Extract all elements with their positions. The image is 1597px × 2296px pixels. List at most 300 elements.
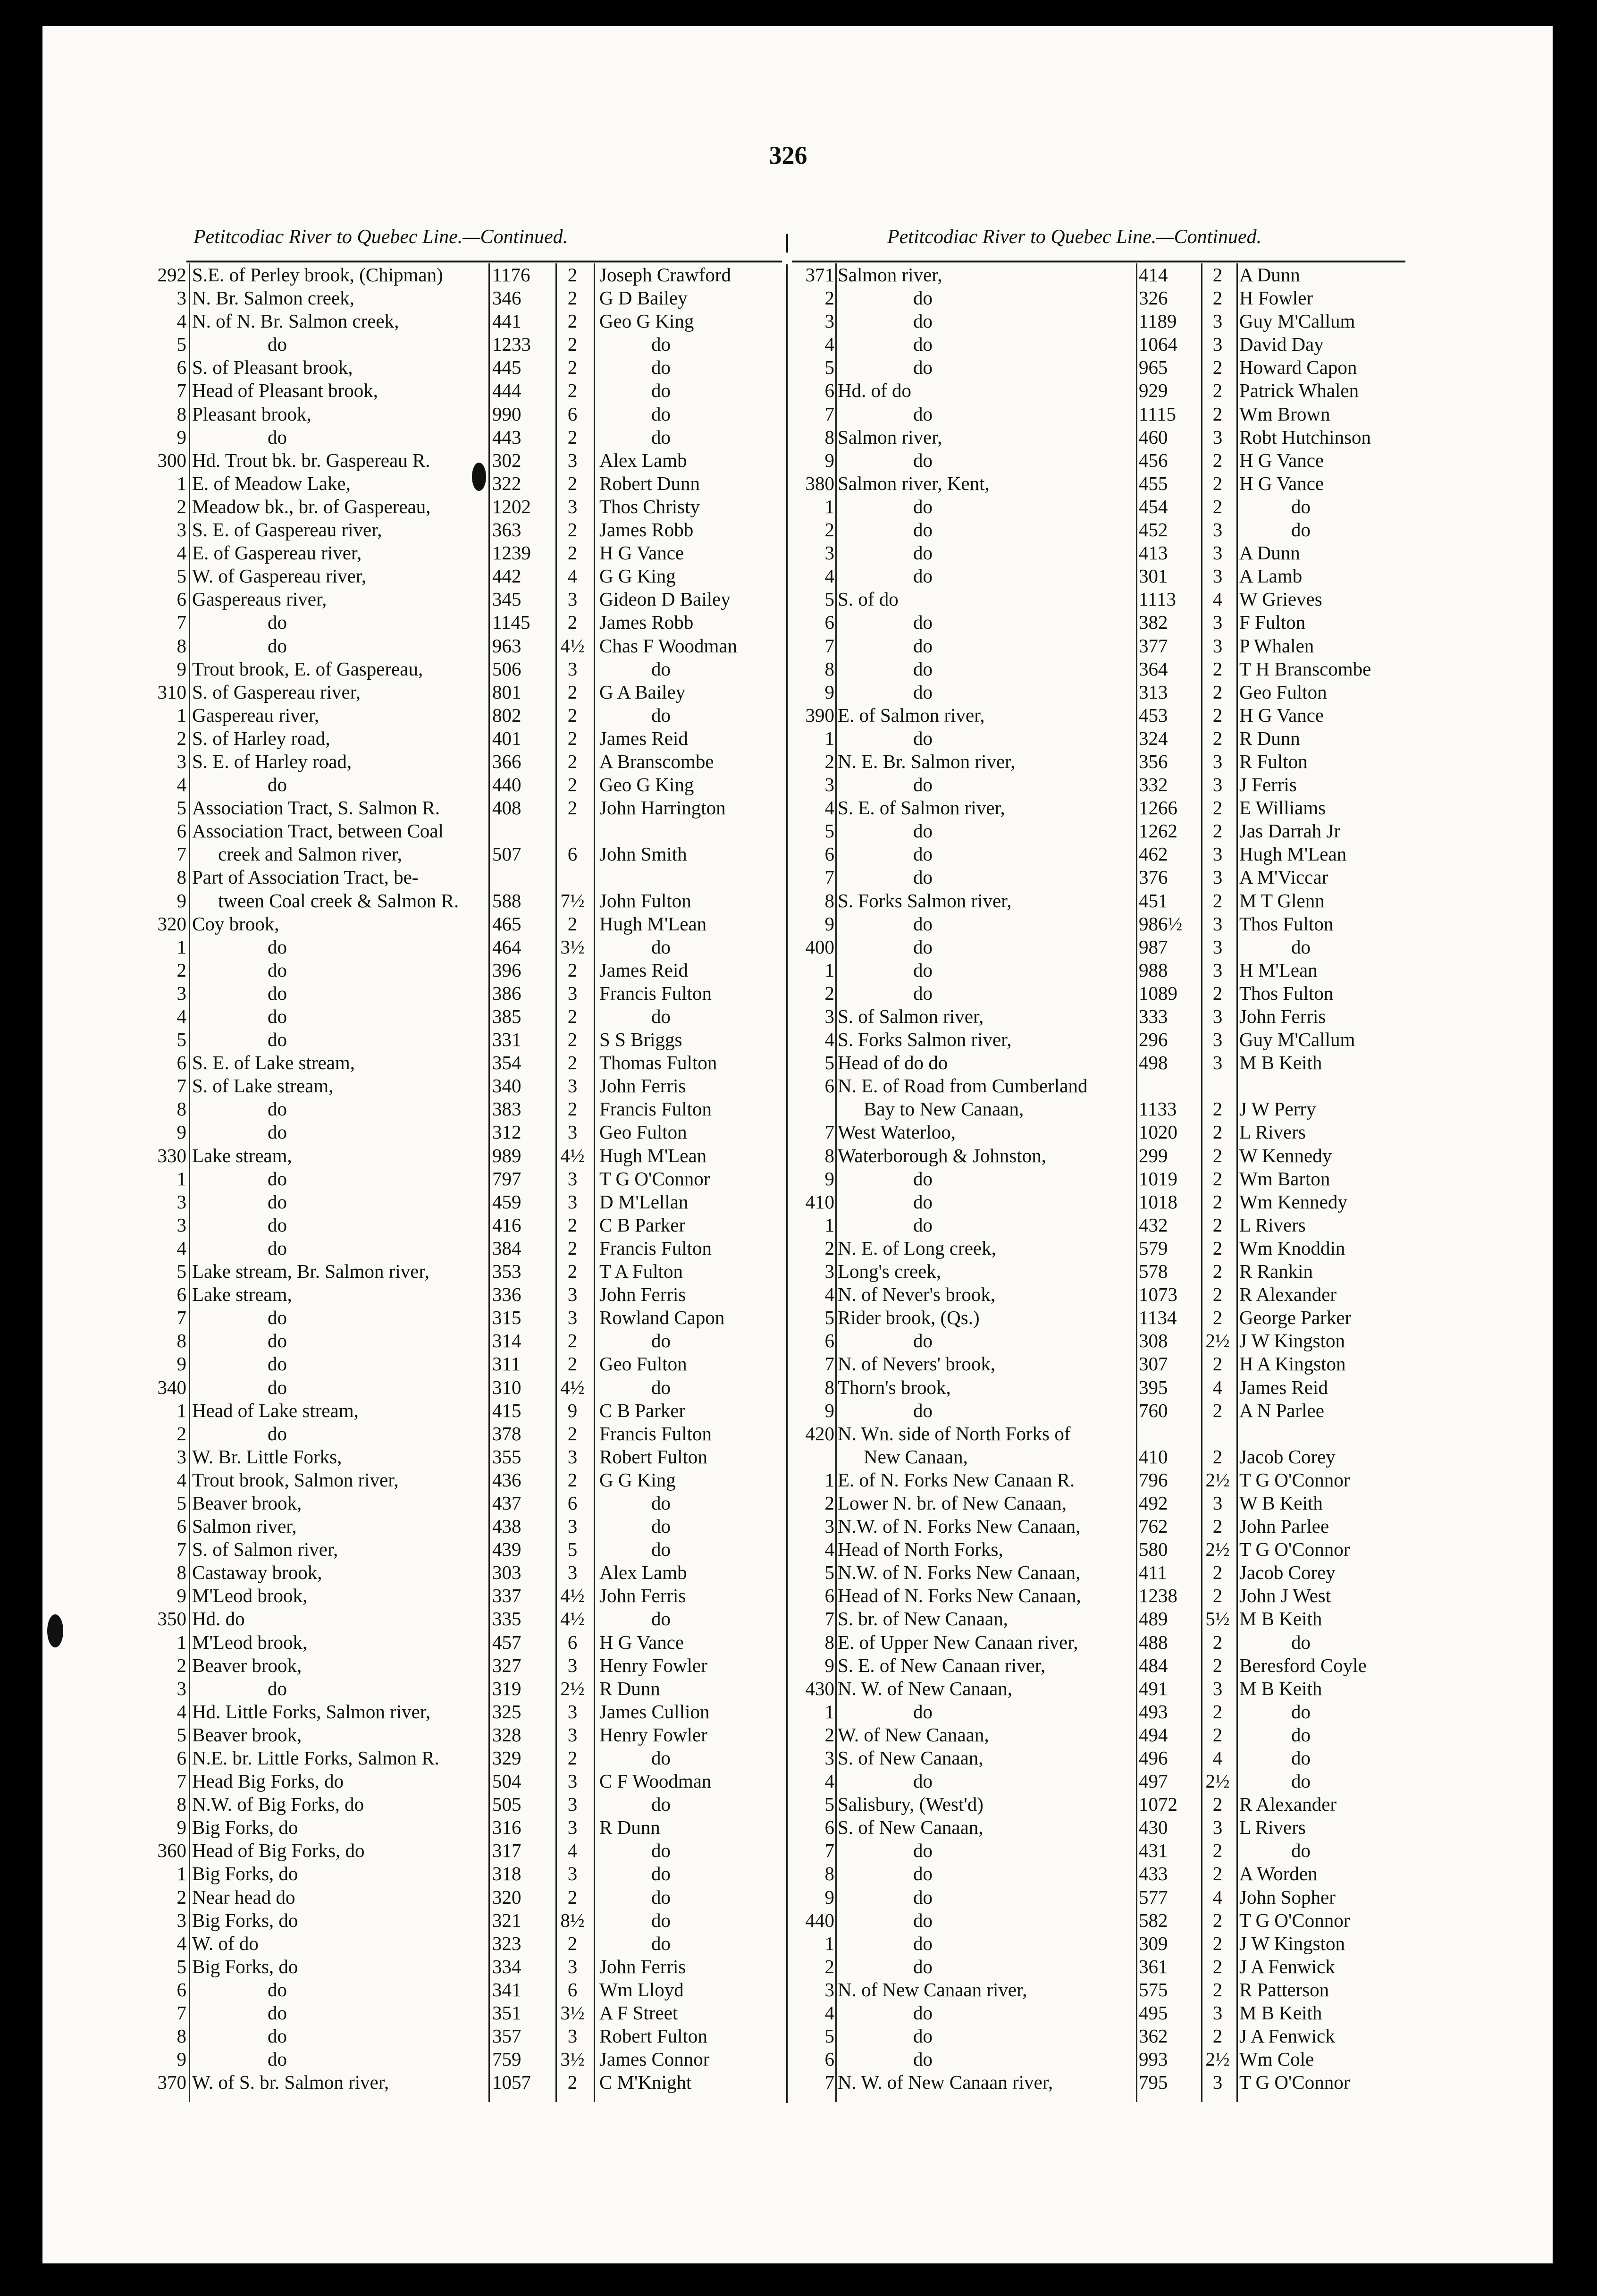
lot-class: 3 — [567, 982, 578, 1004]
lot-number: 2 — [177, 1886, 186, 1908]
lot-number: 4 — [177, 1005, 186, 1027]
lot-grantee: Robt Hutchinson — [1239, 426, 1371, 448]
lot-grantee: C F Woodman — [599, 1770, 712, 1792]
lot-number: 9 — [177, 1353, 186, 1375]
lot-grantee: Francis Fulton — [599, 1098, 712, 1120]
lot-class: 2 — [567, 287, 578, 309]
lot-description: S. E. of Gaspereau river, — [192, 519, 382, 541]
lot-number: 4 — [177, 1469, 186, 1491]
right-column-header: Petitcodiac River to Quebec Line.—Continued. — [887, 226, 1262, 248]
lot-acres: 759 — [492, 2048, 521, 2070]
lot-number: 3 — [177, 1909, 186, 1931]
lot-grantee: Francis Fulton — [599, 1237, 712, 1259]
lot-grantee: M B Keith — [1239, 1052, 1322, 1074]
lot-acres: 437 — [492, 1492, 521, 1514]
lot-description: Head of N. Forks New Canaan, — [838, 1585, 1081, 1607]
lot-class: 3 — [1212, 1029, 1223, 1051]
lot-acres: 332 — [1139, 774, 1168, 796]
lot-number: 5 — [824, 1562, 834, 1584]
lot-class: 2 — [1212, 681, 1223, 703]
lot-description: Head of Big Forks, do — [192, 1840, 365, 1862]
lot-acres: 410 — [1139, 1445, 1168, 1468]
lot-number: 8 — [177, 1562, 186, 1584]
lot-grantee: Thomas Fulton — [599, 1052, 717, 1074]
lot-description: do — [913, 658, 933, 680]
lot-number: 390 — [805, 704, 834, 726]
lot-grantee: M B Keith — [1239, 1608, 1322, 1630]
lot-description: do — [913, 1886, 933, 1908]
lot-number: 4 — [824, 2002, 834, 2024]
lot-acres: 929 — [1139, 380, 1168, 402]
lot-grantee: Hugh M'Lean — [599, 912, 707, 935]
lot-grantee: David Day — [1239, 333, 1324, 355]
lot-class: 3 — [1212, 519, 1223, 541]
lot-description: S.E. of Perley brook, (Chipman) — [192, 264, 443, 286]
lot-number: 400 — [805, 936, 834, 958]
lot-number: 370 — [157, 2071, 186, 2093]
lot-acres: 438 — [492, 1515, 521, 1537]
lot-class: 4 — [1212, 1886, 1223, 1908]
lot-description: N.W. of Big Forks, do — [192, 1793, 364, 1815]
lot-number: 1 — [824, 1700, 834, 1722]
lot-class: 2 — [567, 519, 578, 541]
lot-grantee: do — [651, 333, 671, 355]
lot-grantee: T G O'Connor — [1239, 1469, 1350, 1491]
lot-class: 2 — [567, 380, 578, 402]
lot-number: 6 — [824, 1330, 834, 1352]
lot-acres: 495 — [1139, 2002, 1168, 2024]
lot-description: do — [268, 1167, 287, 1190]
lot-class: 2 — [1212, 1700, 1223, 1722]
lot-acres: 459 — [492, 1190, 521, 1213]
lot-number: 8 — [177, 1098, 186, 1120]
lot-acres: 451 — [1139, 889, 1168, 912]
lot-grantee: Geo Fulton — [1239, 681, 1327, 703]
lot-acres: 315 — [492, 1307, 521, 1329]
lot-grantee: Francis Fulton — [599, 982, 712, 1004]
lot-grantee: do — [1291, 1770, 1311, 1792]
lot-acres: 989 — [492, 1144, 521, 1166]
lot-acres: 432 — [1139, 1214, 1168, 1236]
lot-description: W. of Gaspereau river, — [192, 565, 367, 587]
lot-class: 3 — [1212, 1816, 1223, 1839]
lot-number: 2 — [824, 519, 834, 541]
lot-grantee: do — [651, 1608, 671, 1630]
lot-class: 4½ — [560, 634, 585, 657]
lot-class: 2 — [1212, 472, 1223, 494]
lot-grantee: do — [651, 426, 671, 448]
lot-description: N.W. of N. Forks New Canaan, — [838, 1515, 1081, 1537]
lot-description: do — [268, 1307, 287, 1329]
lot-description: S. E. of New Canaan river, — [838, 1654, 1046, 1676]
lot-class: 2 — [1212, 1214, 1223, 1236]
lot-acres: 299 — [1139, 1144, 1168, 1166]
lot-number: 8 — [824, 426, 834, 448]
lot-acres: 1019 — [1139, 1167, 1177, 1190]
lot-class: 2 — [1212, 658, 1223, 680]
lot-grantee: L Rivers — [1239, 1214, 1306, 1236]
lot-description: E. of Salmon river, — [838, 704, 985, 726]
lot-class: 2 — [1212, 1909, 1223, 1931]
lot-description: do — [268, 1677, 287, 1699]
lot-acres: 506 — [492, 658, 521, 680]
lot-acres: 357 — [492, 2025, 521, 2047]
lot-class: 2 — [1212, 889, 1223, 912]
lot-acres: 491 — [1139, 1677, 1168, 1699]
lot-number: 3 — [824, 1515, 834, 1537]
lot-number: 6 — [177, 1283, 186, 1306]
lot-class: 2 — [567, 1886, 578, 1908]
lot-class: 3 — [567, 1562, 578, 1584]
lot-number: 5 — [824, 1307, 834, 1329]
lot-description: do — [913, 1770, 933, 1792]
lot-class: 2 — [567, 1005, 578, 1027]
lot-grantee: T A Fulton — [599, 1260, 683, 1283]
lot-number: 2 — [177, 959, 186, 981]
lot-description: Part of Association Tract, be- — [192, 866, 419, 888]
lot-number: 4 — [824, 565, 834, 587]
lot-grantee: J W Kingston — [1239, 1330, 1345, 1352]
lot-acres: 356 — [1139, 750, 1168, 772]
lot-acres: 452 — [1139, 519, 1168, 541]
lot-class: 2 — [567, 611, 578, 633]
lot-description: N. Br. Salmon creek, — [192, 287, 354, 309]
lot-class: 3 — [567, 1770, 578, 1792]
lot-class: 4½ — [560, 1376, 585, 1398]
lot-grantee: A F Street — [599, 2002, 678, 2024]
lot-acres: 431 — [1139, 1840, 1168, 1862]
lot-class: 2 — [567, 681, 578, 703]
lot-description: Hd. do — [192, 1608, 245, 1630]
lot-description: S. Forks Salmon river, — [838, 1029, 1012, 1051]
lot-number: 1 — [177, 936, 186, 958]
lot-acres: 361 — [1139, 1955, 1168, 1977]
lot-description: do — [913, 866, 933, 888]
lot-acres: 345 — [492, 588, 521, 610]
lot-number: 360 — [157, 1840, 186, 1862]
lot-description: N. of N. Br. Salmon creek, — [192, 310, 399, 332]
lot-number: 1 — [177, 472, 186, 494]
lot-grantee: C M'Knight — [599, 2071, 692, 2093]
lot-class: 2½ — [1205, 2048, 1230, 2070]
lot-description: do — [913, 843, 933, 865]
lot-description: Big Forks, do — [192, 1816, 298, 1839]
lot-class: 2½ — [560, 1677, 585, 1699]
lot-class: 2 — [1212, 264, 1223, 286]
lot-acres: 444 — [492, 380, 521, 402]
lot-number: 3 — [824, 1260, 834, 1283]
lot-number: 5 — [824, 820, 834, 842]
lot-number: 8 — [177, 634, 186, 657]
lot-description: do — [268, 426, 287, 448]
lot-number: 1 — [177, 1167, 186, 1190]
lot-class: 2 — [567, 774, 578, 796]
lot-class: 3 — [1212, 634, 1223, 657]
lot-acres: 325 — [492, 1700, 521, 1722]
lot-description: N. E. Br. Salmon river, — [838, 750, 1016, 772]
lot-grantee: E Williams — [1239, 797, 1326, 819]
lot-acres: 436 — [492, 1469, 521, 1491]
lot-class: 3 — [1212, 2002, 1223, 2024]
lot-acres: 384 — [492, 1237, 521, 1259]
lot-grantee: Geo G King — [599, 310, 694, 332]
lot-acres: 351 — [492, 2002, 521, 2024]
lot-class: 2 — [567, 356, 578, 379]
lot-description: S. of Pleasant brook, — [192, 356, 353, 379]
lot-description: E. of Meadow Lake, — [192, 472, 351, 494]
lot-grantee: C B Parker — [599, 1399, 686, 1421]
lot-class: 3 — [567, 1955, 578, 1977]
lot-number: 7 — [177, 1307, 186, 1329]
lot-description: Trout brook, Salmon river, — [192, 1469, 399, 1491]
lot-description: W. of S. br. Salmon river, — [192, 2071, 389, 2093]
lot-description: do — [268, 1422, 287, 1444]
lot-grantee: Rowland Capon — [599, 1307, 725, 1329]
lot-grantee: Hugh M'Lean — [599, 1144, 707, 1166]
lot-acres: 582 — [1139, 1909, 1168, 1931]
lot-description: S. of Harley road, — [192, 727, 330, 749]
lot-description: N.E. br. Little Forks, Salmon R. — [192, 1747, 439, 1769]
lot-number: 6 — [177, 356, 186, 379]
lot-acres: 415 — [492, 1399, 521, 1421]
lot-description: New Canaan, — [864, 1445, 968, 1468]
lot-description: S. E. of Lake stream, — [192, 1052, 355, 1074]
lot-acres: 319 — [492, 1677, 521, 1699]
lot-number: 2 — [824, 1723, 834, 1746]
lot-description: Bay to New Canaan, — [864, 1098, 1024, 1120]
lot-acres: 362 — [1139, 2025, 1168, 2047]
lot-class: 2 — [1212, 704, 1223, 726]
lot-acres: 505 — [492, 1793, 521, 1815]
lot-number: 1 — [177, 704, 186, 726]
lot-grantee: do — [651, 1005, 671, 1027]
lot-class: 2 — [1212, 380, 1223, 402]
lot-description: do — [268, 333, 287, 355]
lot-description: S. of Salmon river, — [838, 1005, 984, 1027]
lot-number: 330 — [157, 1144, 186, 1166]
lot-class: 2 — [567, 1747, 578, 1769]
lot-acres: 454 — [1139, 495, 1168, 517]
lot-number: 2 — [824, 982, 834, 1004]
lot-grantee: do — [651, 1330, 671, 1352]
lot-class: 2 — [567, 912, 578, 935]
lot-acres: 440 — [492, 774, 521, 796]
lot-number: 3 — [824, 1747, 834, 1769]
lot-number: 5 — [177, 1029, 186, 1051]
lot-grantee: do — [1291, 1747, 1311, 1769]
lot-acres: 1202 — [492, 495, 531, 517]
lot-description: Near head do — [192, 1886, 295, 1908]
lot-description: do — [913, 634, 933, 657]
lot-grantee: John Smith — [599, 843, 687, 865]
lot-description: S. of do — [838, 588, 899, 610]
lot-number: 3 — [824, 310, 834, 332]
lot-class: 2 — [567, 1260, 578, 1283]
lot-acres: 484 — [1139, 1654, 1168, 1676]
lot-grantee: Patrick Whalen — [1239, 380, 1359, 402]
lot-number: 9 — [824, 681, 834, 703]
lot-number: 6 — [824, 611, 834, 633]
lot-description: do — [913, 2025, 933, 2047]
lot-grantee: H A Kingston — [1239, 1353, 1346, 1375]
lot-class: 2 — [1212, 1190, 1223, 1213]
lot-acres: 578 — [1139, 1260, 1168, 1283]
lot-class: 4 — [567, 565, 578, 587]
lot-description: Trout brook, E. of Gaspereau, — [192, 658, 423, 680]
lot-number: 3 — [824, 542, 834, 564]
lot-class: 3 — [567, 2025, 578, 2047]
lot-class: 3 — [567, 1167, 578, 1190]
lot-class: 3 — [1212, 310, 1223, 332]
lot-class: 3 — [567, 495, 578, 517]
lot-description: Lake stream, Br. Salmon river, — [192, 1260, 429, 1283]
lot-class: 3 — [567, 658, 578, 680]
lot-acres: 337 — [492, 1585, 521, 1607]
lot-acres: 307 — [1139, 1353, 1168, 1375]
lot-grantee: L Rivers — [1239, 1816, 1306, 1839]
lot-number: 3 — [824, 1978, 834, 2001]
lot-number: 4 — [177, 542, 186, 564]
lot-description: N. W. of New Canaan river, — [838, 2071, 1053, 2093]
lot-class: 2 — [567, 1029, 578, 1051]
lot-class: 2 — [1212, 1144, 1223, 1166]
lot-acres: 462 — [1139, 843, 1168, 865]
lot-class: 3 — [567, 1121, 578, 1143]
lot-number: 300 — [157, 449, 186, 471]
lot-acres: 326 — [1139, 287, 1168, 309]
lot-grantee: Chas F Woodman — [599, 634, 738, 657]
lot-grantee: Howard Capon — [1239, 356, 1357, 379]
lot-grantee: do — [651, 1515, 671, 1537]
lot-acres: 1262 — [1139, 820, 1177, 842]
lot-class: 3 — [1212, 426, 1223, 448]
lot-number: 3 — [177, 1190, 186, 1213]
lot-grantee: James Robb — [599, 519, 694, 541]
lot-number: 9 — [824, 912, 834, 935]
lot-class: 2 — [1212, 982, 1223, 1004]
lot-acres: 333 — [1139, 1005, 1168, 1027]
lot-number: 4 — [177, 1932, 186, 1954]
lot-grantee: Henry Fowler — [599, 1723, 707, 1746]
lot-grantee: J A Fenwick — [1239, 1955, 1335, 1977]
lot-class: 3½ — [560, 2048, 585, 2070]
lot-description: do — [913, 1330, 933, 1352]
lot-grantee: Alex Lamb — [599, 1562, 687, 1584]
lot-class: 2 — [1212, 1978, 1223, 2001]
lot-description: do — [913, 1863, 933, 1885]
lot-class: 2 — [1212, 1863, 1223, 1885]
lot-acres: 327 — [492, 1654, 521, 1676]
lot-class: 2 — [1212, 1237, 1223, 1259]
lot-number: 1 — [824, 1214, 834, 1236]
lot-description: do — [913, 2002, 933, 2024]
lot-acres: 334 — [492, 1955, 521, 1977]
lot-number: 7 — [177, 1075, 186, 1097]
lot-grantee: T G O'Connor — [1239, 1538, 1350, 1561]
lot-class: 6 — [567, 1631, 578, 1653]
lot-description: do — [913, 611, 933, 633]
lot-grantee: A Worden — [1239, 1863, 1318, 1885]
lot-grantee: Thos Fulton — [1239, 912, 1334, 935]
lot-grantee: do — [1291, 1840, 1311, 1862]
lot-description: Lake stream, — [192, 1283, 292, 1306]
lot-grantee: Jacob Corey — [1239, 1562, 1336, 1584]
lot-description: do — [268, 982, 287, 1004]
lot-description: do — [268, 1353, 287, 1375]
lot-acres: 309 — [1139, 1932, 1168, 1954]
lot-grantee: T G O'Connor — [599, 1167, 710, 1190]
lot-grantee: R Alexander — [1239, 1283, 1337, 1306]
lot-class: 9 — [567, 1399, 578, 1421]
lot-description: E. of N. Forks New Canaan R. — [838, 1469, 1075, 1491]
left-class-rule — [555, 263, 557, 2102]
lot-description: creek and Salmon river, — [218, 843, 402, 865]
lot-acres: 354 — [492, 1052, 521, 1074]
lot-grantee: do — [651, 1886, 671, 1908]
lot-description: Lower N. br. of New Canaan, — [838, 1492, 1067, 1514]
lot-number: 9 — [177, 2048, 186, 2070]
lot-description: Salmon river, — [838, 264, 942, 286]
lot-number: 292 — [157, 264, 186, 286]
lot-number: 1 — [824, 727, 834, 749]
lot-number: 8 — [824, 1631, 834, 1653]
lot-description: do — [268, 2025, 287, 2047]
lot-grantee: G A Bailey — [599, 681, 686, 703]
lot-grantee: H G Vance — [1239, 472, 1324, 494]
lot-class: 2 — [1212, 495, 1223, 517]
lot-acres: 990 — [492, 403, 521, 425]
lot-number: 6 — [177, 1515, 186, 1537]
lot-description: do — [268, 1376, 287, 1398]
lot-acres: 311 — [492, 1353, 521, 1375]
lot-grantee: H G Vance — [1239, 704, 1324, 726]
lot-number: 8 — [177, 866, 186, 888]
lot-acres: 382 — [1139, 611, 1168, 633]
lot-description: Head of do do — [838, 1052, 948, 1074]
lot-class: 3½ — [560, 936, 585, 958]
lot-number: 371 — [805, 264, 834, 286]
lot-grantee: Hugh M'Lean — [1239, 843, 1347, 865]
lot-description: S. br. of New Canaan, — [838, 1608, 1008, 1630]
lot-grantee: Jacob Corey — [1239, 1445, 1336, 1468]
lot-acres: 504 — [492, 1770, 521, 1792]
lot-number: 3 — [177, 1677, 186, 1699]
lot-grantee: G G King — [599, 565, 676, 587]
lot-number: 6 — [177, 1747, 186, 1769]
lot-number: 5 — [824, 1052, 834, 1074]
lot-class: 2 — [1212, 727, 1223, 749]
lot-class: 2 — [1212, 820, 1223, 842]
lot-acres: 355 — [492, 1445, 521, 1468]
lot-description: N.W. of N. Forks New Canaan, — [838, 1562, 1081, 1584]
lot-grantee: Wm Knoddin — [1239, 1237, 1345, 1259]
lot-grantee: Robert Dunn — [599, 472, 700, 494]
lot-acres: 312 — [492, 1121, 521, 1143]
lot-number: 4 — [824, 333, 834, 355]
lot-description: do — [268, 936, 287, 958]
lot-number: 1 — [824, 495, 834, 517]
lot-grantee: R Rankin — [1239, 1260, 1313, 1283]
lot-number: 2 — [824, 1955, 834, 1977]
lot-acres: 460 — [1139, 426, 1168, 448]
lot-description: do — [913, 2048, 933, 2070]
lot-number: 8 — [824, 1144, 834, 1166]
lot-description: do — [913, 495, 933, 517]
lot-acres: 464 — [492, 936, 521, 958]
lot-description: Castaway brook, — [192, 1562, 322, 1584]
lot-acres: 493 — [1139, 1700, 1168, 1722]
lot-grantee: do — [651, 1747, 671, 1769]
